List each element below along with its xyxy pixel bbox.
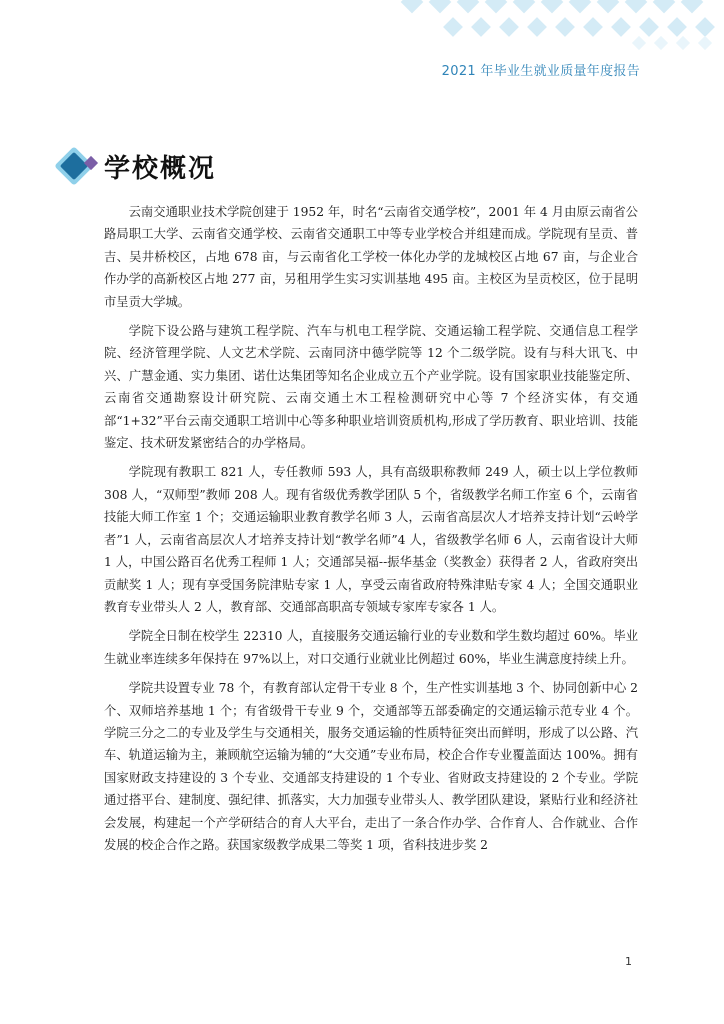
diamond-badge-icon bbox=[52, 146, 100, 190]
paragraph-students: 学院全日制在校学生 22310 人，直接服务交通运输行业的专业数和学生数均超过 60%。毕业生就业率连续多年保持在 97%以上，对口交通行业就业比例超过 60%，毕业生满意度持续上升。 bbox=[104, 629, 638, 666]
paragraph-history: 云南交通职业技术学院创建于 1952 年，时名“云南省交通学校”，2001 年 4 月由原云南省公路局职工大学、云南省交通学校、云南省交通职工中等专业学校合并组建而成。学院现有呈贡、普吉、吴井桥校区，占地 678 亩，与云南省化工学校一体化办学的龙城校区占地 67 亩，与企业合作办学的高新校区占地 277 亩，另租用学生实习实训基地 495 亩。主校区为呈贡校区，位于昆明市呈贡大学城。 bbox=[104, 205, 638, 309]
header-diamond-pattern bbox=[394, 0, 724, 60]
paragraph-faculty: 学院现有教职工 821 人，专任教师 593 人，具有高级职称教师 249 人，硕士以上学位教师 308 人，“双师型”教师 208 人。现有省级优秀教学团队 5 个，省级教学名师工作室 6 个，云南省技能大师工作室 1 个；交通运输职业教育教学名师 3 人，云南省高层次人才培养支持计划“云岭学者”1 人，云南省高层次人才培养支持计划“教学名师”4 人，省级教学名师 6 人，云南省设计大师 1 人，中国公路百名优秀工程师 1 人；交通部吴福--振华基金（奖教金）获得者 2 人，省政府突出贡献奖 1 人；现有享受国务院津贴专家 1 人，享受云南省政府特殊津贴专家 4 人；全国交通职业教育专业带头人 2 人，教育部、交通部高职高专领域专家库专家各 1 人。 bbox=[104, 465, 638, 614]
body-text bbox=[104, 201, 638, 863]
section-title: 学校概况 bbox=[104, 154, 217, 184]
report-running-header: 2021 年毕业生就业质量年度报告 bbox=[441, 64, 640, 79]
page-number: 1 bbox=[625, 955, 632, 968]
section-heading bbox=[52, 146, 312, 192]
paragraph-majors: 学院共设置专业 78 个，有教育部认定骨干专业 8 个，生产性实训基地 3 个、协同创新中心 2 个、双师培养基地 1 个；有省级骨干专业 9 个，交通部等五部委确定的交通运输示范专业 4 个。学院三分之二的专业及学生与交通相关，服务交通运输的性质特征突出而鲜明，形成了以公路、汽车、轨道运输为主，兼顾航空运输为辅的“大交通”专业布局，校企合作专业覆盖面达 100%。拥有国家财政支持建设的 3 个专业、交通部支持建设的 1 个专业、省财政支持建设的 2 个专业。学院通过搭平台、建制度、强纪律、抓落实，大力加强专业带头人、教学团队建设，紧贴行业和经济社会发展，构建起一个产学研结合的育人大平台，走出了一条合作办学、合作育人、合作就业、合作发展的校企合作之路。获国家级教学成果二等奖 1 项，省科技进步奖 2 bbox=[104, 681, 638, 852]
paragraph-colleges: 学院下设公路与建筑工程学院、汽车与机电工程学院、交通运输工程学院、交通信息工程学院、经济管理学院、人文艺术学院、云南同济中德学院等 12 个二级学院。设有与科大讯飞、中兴、广慧金通、实力集团、诺仕达集团等知名企业成立五个产业学院。设有国家职业技能鉴定所、云南省交通勘察设计研究院、云南交通土木工程检测研究中心等 7 个经济实体，有交通部“1+32”平台云南交通职工培训中心等多种职业培训资质机构,形成了学历教育、职业培训、技能鉴定、技术研发紧密结合的办学格局。 bbox=[104, 324, 638, 451]
